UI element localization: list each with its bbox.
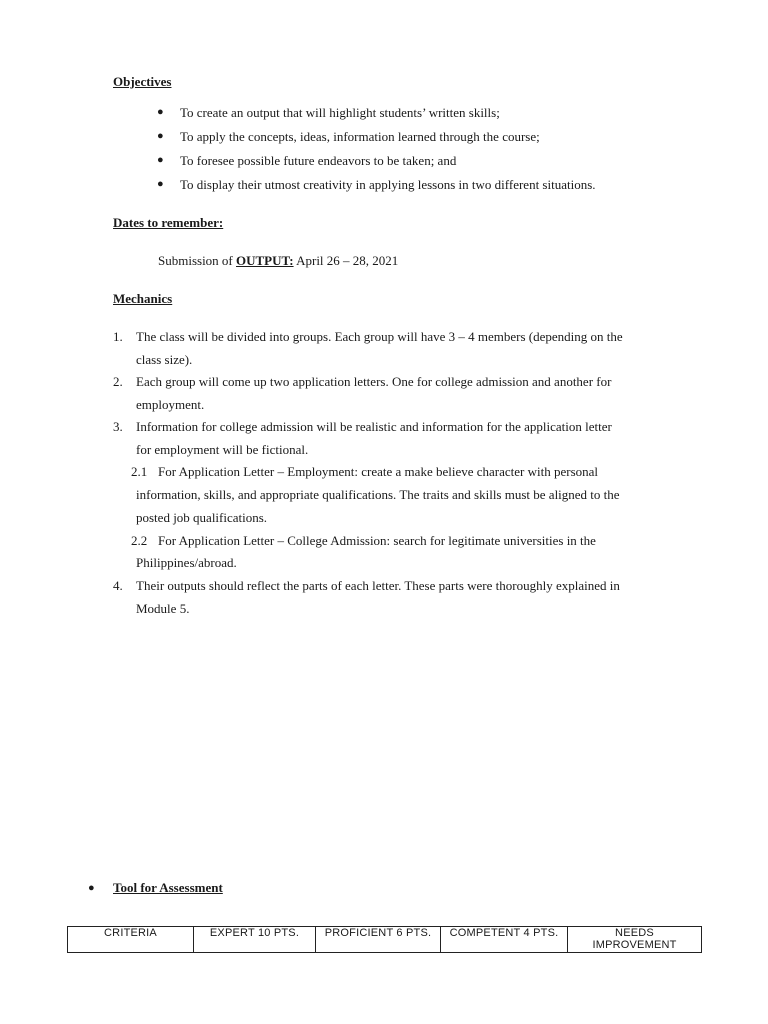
dates-heading: Dates to remember: xyxy=(113,215,224,230)
bullet-icon: ● xyxy=(88,882,95,894)
submission-date: April 26 – 28, 2021 xyxy=(293,253,399,268)
bullet-icon: ● xyxy=(157,178,164,190)
objective-item: To display their utmost creativity in applying lessons in two different situations. xyxy=(180,177,596,192)
assessment-heading: Tool for Assessment xyxy=(113,880,223,895)
bullet-icon: ● xyxy=(157,130,164,142)
objective-item: To foresee possible future endeavors to be taken; and xyxy=(180,153,457,168)
objective-item: To create an output that will highlight students’ written skills; xyxy=(180,105,500,120)
column-header-expert: EXPERT 10 PTS. xyxy=(194,927,316,953)
mechanics-line: class size). xyxy=(136,352,193,367)
submission-prefix: Submission of xyxy=(158,253,237,268)
mechanics-line: For Application Letter – Employment: create a make believe character with personal xyxy=(158,464,599,479)
mechanics-line: Information for college admission will be realistic and information for the application letter xyxy=(136,419,612,434)
list-marker: 2.2 xyxy=(131,533,148,548)
column-header-proficient: PROFICIENT 6 PTS. xyxy=(316,927,441,953)
mechanics-line: employment. xyxy=(136,397,205,412)
column-header-competent: COMPETENT 4 PTS. xyxy=(441,927,568,953)
list-marker: 4. xyxy=(113,578,123,593)
mechanics-line: posted job qualifications. xyxy=(136,510,268,525)
objective-item: To apply the concepts, ideas, information learned through the course; xyxy=(180,129,540,144)
list-marker: 2.1 xyxy=(131,464,148,479)
list-marker: 1. xyxy=(113,329,123,344)
list-marker: 3. xyxy=(113,419,123,434)
column-header-needs-improvement: NEEDS IMPROVEMENT xyxy=(568,927,702,953)
list-marker: 2. xyxy=(113,374,123,389)
assessment-rubric-table xyxy=(67,926,702,953)
mechanics-line: information, skills, and appropriate qualifications. The traits and skills must be aligned to the xyxy=(136,487,620,502)
submission-output-label: OUTPUT: xyxy=(236,253,294,268)
table-header-row xyxy=(68,927,702,953)
mechanics-line: For Application Letter – College Admission: search for legitimate universities in the xyxy=(158,533,596,548)
submission-line xyxy=(158,253,398,269)
mechanics-line: Their outputs should reflect the parts of each letter. These parts were thoroughly explained in xyxy=(136,578,620,593)
mechanics-line: Each group will come up two application letters. One for college admission and another for xyxy=(136,374,612,389)
bullet-icon: ● xyxy=(157,154,164,166)
mechanics-line: for employment will be fictional. xyxy=(136,442,309,457)
bullet-icon: ● xyxy=(157,106,164,118)
mechanics-heading: Mechanics xyxy=(113,291,173,306)
column-header-criteria: CRITERIA xyxy=(68,927,194,953)
objectives-heading: Objectives xyxy=(113,74,172,89)
mechanics-line: Philippines/abroad. xyxy=(136,555,237,570)
mechanics-line: Module 5. xyxy=(136,601,190,616)
mechanics-line: The class will be divided into groups. Each group will have 3 – 4 members (depending on the xyxy=(136,329,623,344)
